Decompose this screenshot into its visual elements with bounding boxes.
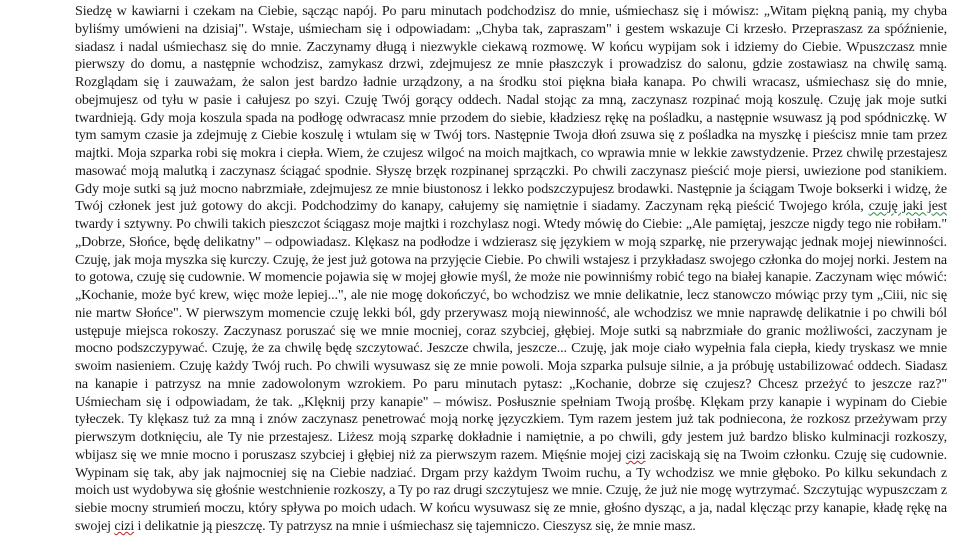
document-body-text: Siedzę w kawiarni i czekam na Ciebie, sącząc napój. Po paru minutach podchodzisz do mnie, uśmiechasz się i mówisz: „Witam piękną panią, my chyba byliśmy umówieni na dzisiaj". Wstaje, uśmiecham się i odpowiadam: „Chyba tak, zapraszam" i gestem wskazuje Ci krzesło. Przepraszasz za spóźnienie, siadasz i nadal uśmiechasz się do mnie. Zaczynamy długą i niezwykle ciekawą rozmowę. W końcu wypijam sok i idziemy do Ciebie. Wpuszczasz mnie pierwszy do domu, a następnie wchodzisz, zamykasz drzwi, zdejmujesz ze mnie płaszczyk i prowadzisz do salonu, gdzie zostawiasz na chwilę samą. Rozglądam się i zauważam, że salon jest bardzo ładnie urządzony, a na środku stoi piękna biała kanapa. Po chwili wracasz, uśmiechasz się do mnie, obejmujesz od tyłu w pasie i całujesz po szyi. Czuję Twój gorący oddech. Nadal stojąc za mną, zaczynasz rozpinać moją koszulę. Czuję jak moje sutki twardnieją. Gdy moja koszula spada na podłogę odwracasz mnie przodem do siebie, kładziesz rękę na pośladku, a następnie wsuwasz ją pod spódniczkę. W tym samym czasie ja zdejmuję z Ciebie koszulę i wtulam się w Twój tors. Następnie Twoja dłoń zsuwa się z pośladka na myszkę i pieścisz mnie tam przez majtki. Moja szparka robi się mokra i ciepła. Wiem, że czujesz wilgoć na moich majtkach, co wprawia mnie w lekkie zawstydzenie. Przez chwilę przestajesz masować moją malutką i zaczynasz ściągać spodnie. Słyszę brzęk rozpinanej sprzączki. Po chwili zaczynasz pieścić moje piersi, uwiezione pod stanikiem. Gdy moje sutki są już mocno nabrzmiałe, zdejmujesz ze mnie biustonosz i lekko podszczypujesz brodawki. Następnie ja ściągam Twoje bokserki i widzę, że Twój członek jest już gotowy do akcji. Podchodzimy do kanapy, całujemy się namiętnie i siadamy. Zaczynam ręką pieścić Twojego króla, czuję jaki jest twardy i sztywny. Po chwili takich pieszczot ściągasz moje majtki i rozchylasz nogi. Wtedy mówię do Ciebie: „Ale pamiętaj, jeszcze nigdy tego nie robiłam." „Dobrze, Słońce, będę delikatny" – odpowiadasz. Klękasz na podłodze i wdzierasz się językiem w moją szparkę, nie przerywając jednak mojej niewinności. Czuję, jak moja myszka się kurczy. Czuję, że jest już gotowa na przyjęcie Ciebie. Po chwili wstajesz i przykładasz swojego członka do mojej norki. Jestem na to gotowa, czuję się cudownie. W momencie pojawia się w mojej głowie myśl, że może nie powinniśmy robić tego na białej kanapie. Zaczynam więc mówić: „Kochanie, może być krew, więc może lepiej...", ale nie mogę dokończyć, bo wchodzisz we mnie delikatnie, lecz stanowczo mówiąc przy tym „Ciii, nic się nie martw Słońce". W pierwszym momencie czuję lekki ból, gdy przerywasz moją niewinność, ale wchodzisz we mnie naprawdę delikatnie i po chwili ból ustępuje miejsca rokoszy. Zaczynasz poruszać się we mnie mocniej, coraz szybciej, głębiej. Moje sutki są nabrzmiałe do granic możliwości, zaczynam je mocno podszczypywać. Czuję, że za chwilę będę szczytować. Jeszcze chwila, jeszcze... Czuję, jak moje ciało wypełnia fala ciepła, kiedy tryskasz we mnie swoim nasieniem. Czuję każdy Twój ruch. Po chwili wysuwasz się ze mnie powoli. Moja szparka pulsuje silnie, a ja próbuję ustabilizować oddech. Siadasz na kanapie i patrzysz na mnie zadowolonym wzrokiem. Po paru minutach pytasz: „Kochanie, dobrze się czujesz? Chcesz przeżyć to jeszcze raz?" Uśmiecham się i odpowiadam, że tak. „Klęknij przy kanapie" – mówisz. Posłusznie spełniam Twoją prośbę. Klękam przy kanapie i wypinam do Ciebie tyłeczek. Ty klękasz tuż za mną i znów zaczynasz penetrować moją norkę języczkiem. Tym razem jestem już tak podniecona, że rozkosz przeżywam przy pierwszym dotknięciu, ale Ty nie przestajesz. Liżesz moją szparkę dokładnie i namiętnie, a po chwili, gdy jestem już bardzo blisko kulminacji rozkoszy, wbijasz się we mnie mocno i poruszasz szybciej i głębiej niż za pierwszym razem. Mięśnie mojej cizi zaciskają się na Twoim członku. Czuję się cudownie. Wypinam się tak, aby jak najmocniej się na Ciebie nadziać. Drgam przy każdym Twoim ruchu, a Ty wchodzisz we mnie głęboko. Po kilku sekundach z moich ust wydobywa się głośnie westchnienie rozkoszy, a Ty po raz drugi szczytujesz we mnie. Czuję, że już nie mogę wytrzymać. Szczytując wypuszczam z siebie mocny strumień moczu, który spływa po moich udach. W końcu wysuwasz się ze mnie, głośno dysząc, a ja, nadal klęcząc przy kanapie, kładę rękę na swojej cizi i delikatnie ją pieszczę. Ty patrzysz na mnie i uśmiechasz się tajemniczo. Cieszysz się, że mnie masz. [75,3,947,534]
spellcheck-mark: cizi [625,446,646,463]
document-body-paragraph [75,3,947,536]
spellcheck-mark: czuję jaki jest [868,198,947,215]
document-text-column [75,3,947,536]
spellcheck-mark: cizi [114,517,135,534]
